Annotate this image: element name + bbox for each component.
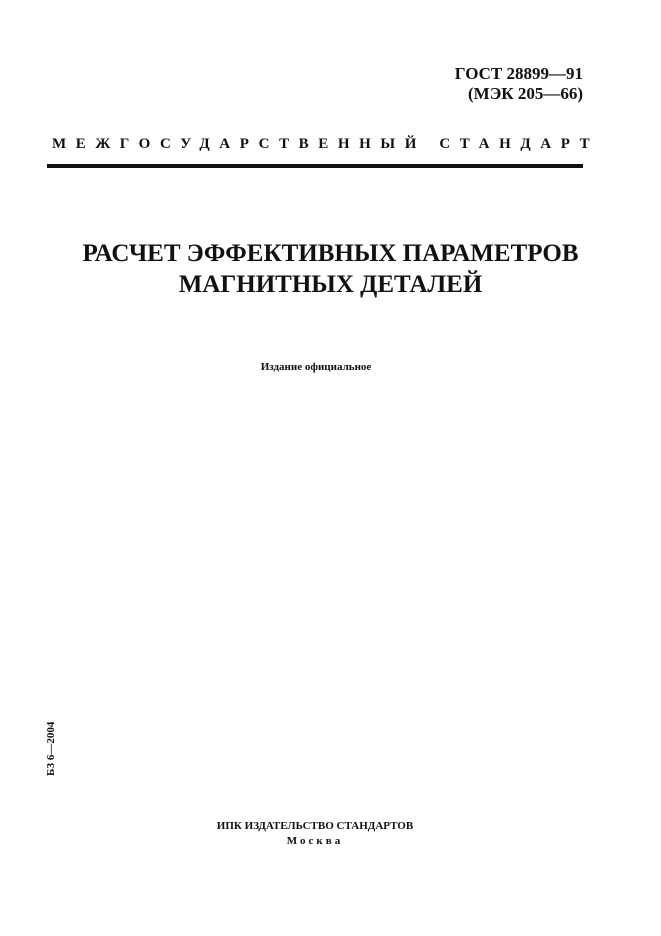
- edition-label: Издание официальное: [260, 361, 372, 373]
- standard-type-heading: МЕЖГОСУДАРСТВЕННЫЙ СТАНДАРТ: [52, 136, 600, 152]
- header-divider: [47, 164, 583, 168]
- publisher-name: ИПК ИЗДАТЕЛЬСТВО СТАНДАРТОВ: [216, 820, 414, 832]
- publisher-city: Москва: [286, 835, 344, 847]
- document-title: [0, 238, 661, 300]
- side-catalog-code: БЗ 6—2004: [45, 721, 57, 776]
- document-number-gost: ГОСТ 28899—91: [454, 64, 583, 83]
- document-title-line-2: МАГНИТНЫХ ДЕТАЛЕЙ: [178, 271, 483, 298]
- document-number-iec: (МЭК 205—66): [468, 84, 583, 103]
- document-number: [455, 64, 583, 104]
- publisher-block: [0, 819, 630, 849]
- document-title-line-1: РАСЧЕТ ЭФФЕКТИВНЫХ ПАРАМЕТРОВ: [82, 240, 579, 267]
